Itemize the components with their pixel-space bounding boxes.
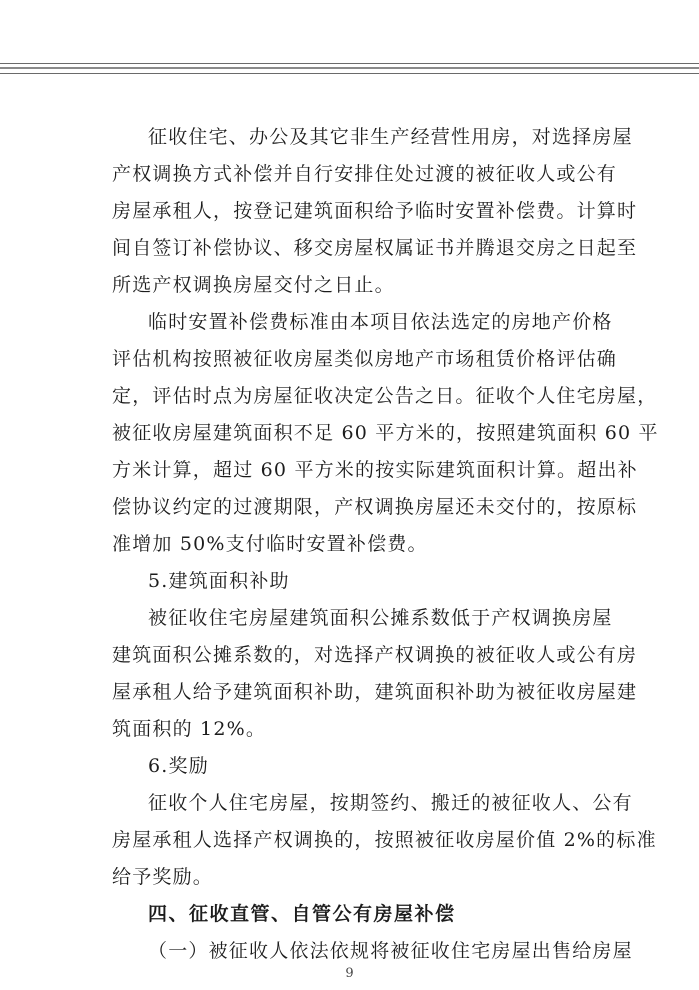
paragraph-line: 房屋承租人，按登记建筑面积给予临时安置补偿费。计算时 (112, 200, 638, 222)
section-heading-public-housing: 四、征收直管、自管公有房屋补偿 (148, 903, 456, 925)
paragraph-line: 房屋承租人选择产权调换的，按照被征收房屋价值 2%的标准 (112, 829, 657, 851)
paragraph-line: 产权调换方式补偿并自行安排住处过渡的被征收人或公有 (112, 163, 618, 185)
header-rule-bottom (0, 73, 699, 74)
paragraph-line: 间自签订补偿协议、移交房屋权属证书并腾退交房之日起至 (112, 237, 638, 259)
paragraph-line: 征收住宅、办公及其它非生产经营性用房，对选择房屋 (148, 126, 633, 148)
paragraph-line: 临时安置补偿费标准由本项目依法选定的房地产价格 (148, 311, 613, 333)
paragraph-line: 偿协议约定的过渡期限，产权调换房屋还未交付的，按原标 (112, 496, 638, 518)
paragraph-line: 给予奖励。 (112, 866, 214, 888)
paragraph-line: 筑面积的 12%。 (112, 718, 267, 740)
paragraph-line: 建筑面积公摊系数的，对选择产权调换的被征收人或公有房 (112, 644, 638, 666)
paragraph-line: 评估机构按照被征收房屋类似房地产市场租赁价格评估确 (112, 348, 618, 370)
section-heading-reward: 6.奖励 (148, 755, 209, 777)
paragraph-line: 征收个人住宅房屋，按期签约、搬迁的被征收人、公有 (148, 792, 633, 814)
paragraph-line: 定，评估时点为房屋征收决定公告之日。征收个人住宅房屋， (112, 385, 658, 407)
section-heading-building-area-subsidy: 5.建筑面积补助 (148, 570, 290, 592)
paragraph-line: 所选产权调换房屋交付之日止。 (112, 274, 395, 296)
paragraph-line: 被征收住宅房屋建筑面积公摊系数低于产权调换房屋 (148, 607, 613, 629)
header-rule-top (0, 63, 699, 64)
paragraph-line: （一）被征收人依法依规将被征收住宅房屋出售给房屋 (148, 940, 633, 962)
page-number: 9 (345, 966, 354, 981)
paragraph-line: 准增加 50%支付临时安置补偿费。 (112, 533, 428, 555)
paragraph-line: 方米计算，超过 60 平方米的按实际建筑面积计算。超出补 (112, 459, 638, 481)
paragraph-line: 被征收房屋建筑面积不足 60 平方米的，按照建筑面积 60 平 (112, 422, 659, 444)
header-rule-middle (0, 67, 699, 69)
paragraph-line: 屋承租人给予建筑面积补助，建筑面积补助为被征收房屋建 (112, 681, 638, 703)
